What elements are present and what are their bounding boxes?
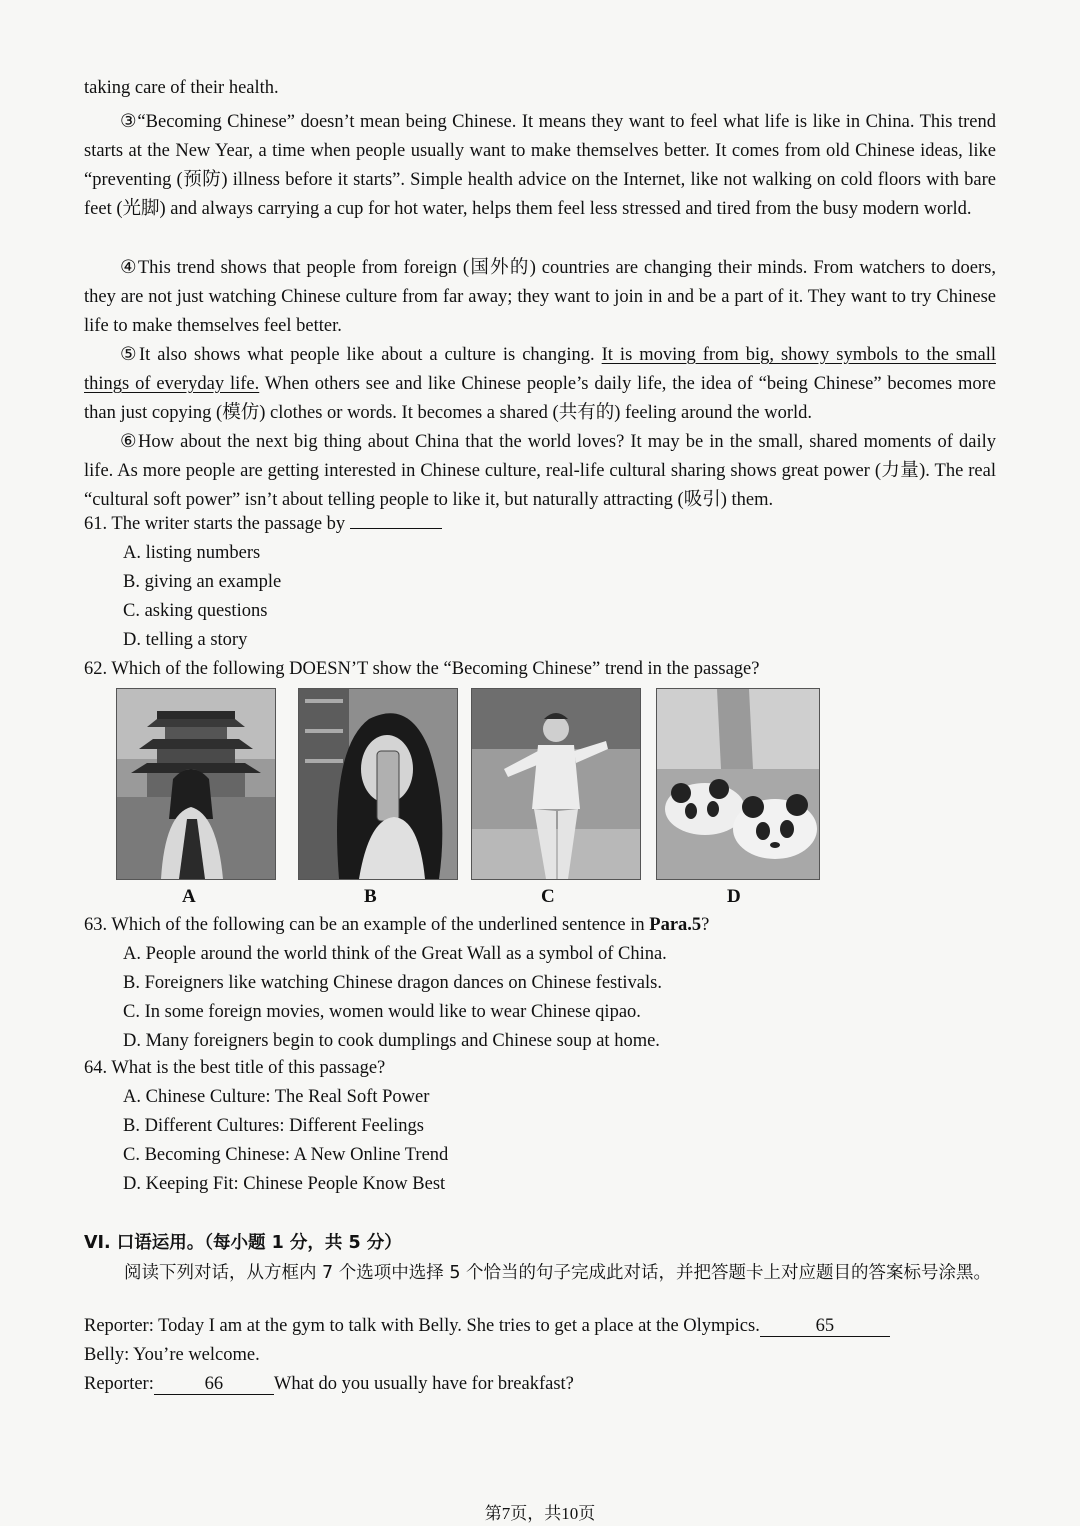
question-61-stem: 61. The writer starts the passage by (84, 514, 346, 534)
paragraph-6: ⑥How about the next big thing about China that the world loves? It may be in the small, shared moments of daily life. As more people are getting interested in Chinese culture, real-life cultural sharing shows great power (力量). The real “cultural soft power” isn’t about telling people to like it, but naturally attracting (吸引) them. (84, 432, 996, 510)
option-64-d: D. Keeping Fit: Chinese People Know Best (123, 1174, 446, 1194)
dialogue-line-3-text: What do you usually have for breakfast? (273, 1374, 574, 1394)
question-63-stem (84, 915, 709, 936)
option-63-a: A. People around the world think of the Great Wall as a symbol of China. (123, 944, 667, 964)
answer-blank-66: 66 (154, 1374, 274, 1395)
paragraph-4: ④This trend shows that people from foreign (国外的) countries are changing their minds. From watchers to doers, they are not just watching Chinese culture from far away; they want to join in and be a part of it. They want to try Chinese life to make themselves feel better. (84, 258, 996, 336)
paragraph-5 (84, 341, 996, 428)
photo-label-d: D (727, 886, 741, 907)
answer-blank-65: 65 (760, 1316, 890, 1337)
page-number: 第7页，共10页 (484, 1504, 596, 1523)
passage-continuation: taking care of their health. (84, 78, 279, 98)
paragraph-5-start: ⑤It also shows what people like about a culture is changing. (120, 345, 602, 365)
dialogue-line-3-speaker: Reporter: (84, 1374, 154, 1394)
option-64-b: B. Different Cultures: Different Feelings (123, 1116, 424, 1136)
answer-blank (350, 528, 442, 529)
dialogue-line-1-text: Reporter: Today I am at the gym to talk with Belly. She tries to get a place at the Olympics. (84, 1316, 760, 1336)
option-61-c: C. asking questions (123, 601, 268, 621)
question-61 (84, 514, 442, 535)
option-64-a: A. Chinese Culture: The Real Soft Power (123, 1087, 430, 1107)
option-63-b: B. Foreigners like watching Chinese dragon dances on Chinese festivals. (123, 973, 662, 993)
photo-a-temple (116, 688, 276, 880)
paragraph-3: ③“Becoming Chinese” doesn’t mean being Chinese. It means they want to feel what life is like in China. This trend starts at the New Year, a time when people usually want to make themselves better. It comes from old Chinese ideas, like “preventing (预防) illness before it starts”. Simple health advice on the Internet, like not walking on cold floors with bare feet (光脚) and always carrying a cup for hot water, helps them feel less stressed and tired from the busy modern world. (84, 112, 996, 219)
question-64-stem: 64. What is the best title of this passage? (84, 1058, 386, 1078)
question-62-stem: 62. Which of the following DOESN’T show the “Becoming Chinese” trend in the passage? (84, 659, 760, 679)
option-61-d: D. telling a story (123, 630, 248, 650)
dialogue-line-1 (84, 1316, 890, 1337)
paragraph-5-end: When others see and like Chinese people’s daily life, the idea of “being Chinese” becomes more than just copying (模仿) clothes or words. It becomes a shared (共有的) feeling around the world. (84, 374, 996, 423)
option-63-c: C. In some foreign movies, women would like to wear Chinese qipao. (123, 1002, 641, 1022)
option-63-d: D. Many foreigners begin to cook dumplings and Chinese soup at home. (123, 1031, 660, 1051)
photo-label-b: B (364, 886, 377, 907)
option-61-a: A. listing numbers (123, 543, 261, 563)
section-6-instruction: 阅读下列对话，从方框内 7 个选项中选择 5 个恰当的句子完成此对话，并把答题卡上对应题目的答案标号涂黑。 (124, 1263, 992, 1283)
dialogue-line-2: Belly: You’re welcome. (84, 1345, 260, 1365)
question-63-stem-text: 63. Which of the following can be an example of the underlined sentence in (84, 915, 650, 935)
photo-label-c: C (541, 886, 555, 907)
option-61-b: B. giving an example (123, 572, 282, 592)
option-64-c: C. Becoming Chinese: A New Online Trend (123, 1145, 449, 1165)
question-63-para-ref: Para.5 (649, 915, 702, 935)
underlined-sentence: It is moving from big, showy symbols to the small things of everyday life. (84, 345, 996, 394)
photo-c-taichi (471, 688, 641, 880)
section-6-heading: VI. 口语运用。（每小题 1 分，共 5 分） (84, 1233, 402, 1253)
question-63-stem-end: ? (701, 915, 710, 935)
photo-label-a: A (182, 886, 196, 907)
photo-b-drinking (298, 688, 458, 880)
dialogue-line-3 (84, 1374, 574, 1395)
photo-d-panda-slippers (656, 688, 820, 880)
